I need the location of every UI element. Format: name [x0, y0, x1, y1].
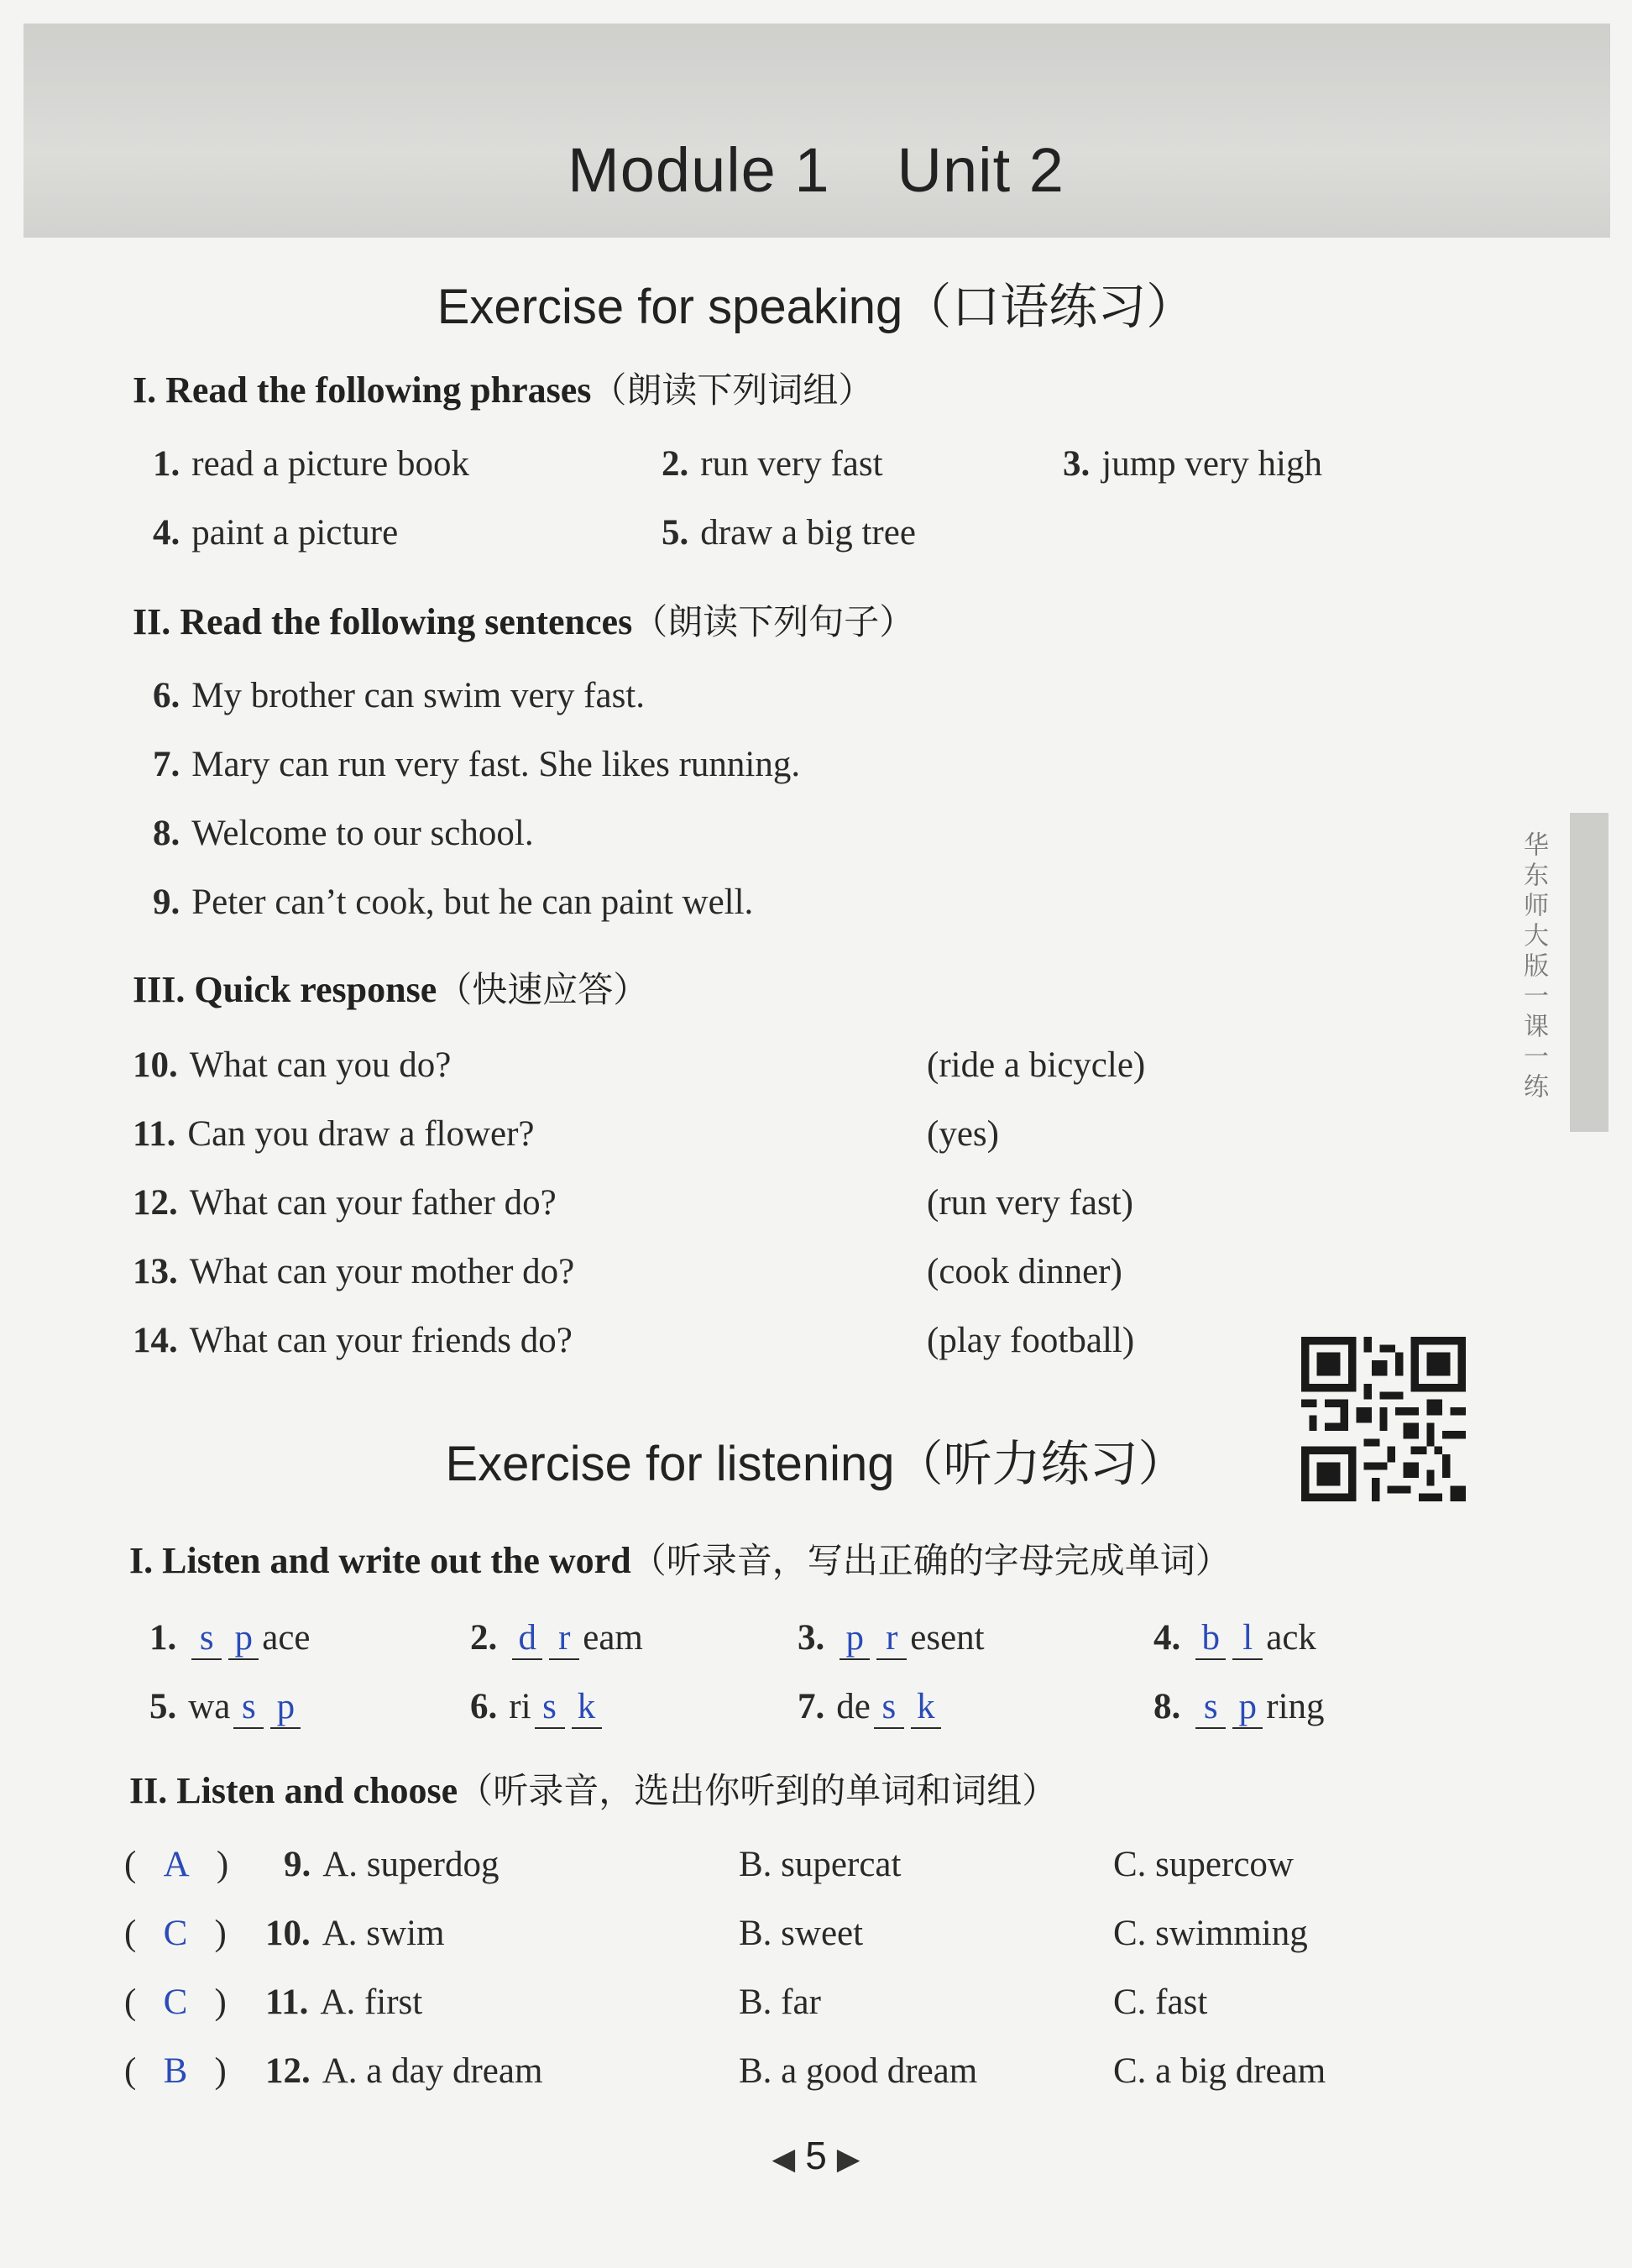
choice-question: 11. A. first [265, 1983, 423, 2022]
choice-option: C. supercow [1113, 1845, 1294, 1884]
choice-option: B. supercat [739, 1845, 902, 1884]
spelling-item: 8. s p ring [1153, 1686, 1325, 1729]
response-hint: (play football) [927, 1321, 1135, 1360]
speaking-section-title: Exercise for speaking（口语练习） [437, 280, 1195, 334]
question-item: 11. Can you draw a flower? [133, 1114, 535, 1154]
sentence-item: 7. Mary can run very fast. She likes running. [153, 745, 801, 784]
answer-paren: ( B ) [124, 2051, 227, 2091]
spelling-item: 4. b l ack [1153, 1617, 1316, 1660]
answer-blank[interactable]: k [572, 1686, 602, 1729]
unit-label: Unit 2 [897, 135, 1064, 205]
phrase-item: 5. draw a big tree [662, 513, 916, 553]
spelling-item: 6. ri s k [470, 1686, 605, 1729]
phrase-item: 4. paint a picture [153, 513, 399, 553]
choice-answer[interactable]: C [163, 1914, 188, 1953]
choice-question: 12. A. a day dream [265, 2051, 543, 2091]
module-label: Module 1 [568, 135, 830, 205]
choice-answer[interactable]: A [163, 1845, 190, 1884]
speaking-part2-heading: II. Read the following sentences（朗读下列句子） [133, 601, 915, 642]
answer-blank[interactable]: r [549, 1617, 579, 1660]
spelling-item: 3. p r esent [798, 1617, 985, 1660]
answer-paren: ( C ) [124, 1914, 227, 1953]
question-item: 13. What can your mother do? [133, 1252, 575, 1291]
choice-option: B. far [739, 1983, 821, 2022]
answer-blank[interactable]: p [228, 1617, 259, 1660]
answer-blank[interactable]: l [1232, 1617, 1263, 1660]
sentence-item: 6. My brother can swim very fast. [153, 676, 645, 715]
side-tab [1570, 813, 1608, 1132]
answer-blank[interactable]: p [840, 1617, 870, 1660]
answer-blank[interactable]: p [1232, 1686, 1263, 1729]
prev-arrow-icon: ◀ [772, 2141, 796, 2176]
question-item: 12. What can your father do? [133, 1183, 557, 1223]
answer-blank[interactable]: r [876, 1617, 907, 1660]
page-number: ◀ 5 ▶ [772, 2134, 860, 2177]
answer-blank[interactable]: s [874, 1686, 904, 1729]
question-item: 14. What can your friends do? [133, 1321, 573, 1360]
choice-answer[interactable]: B [163, 2051, 188, 2091]
question-item: 10. What can you do? [133, 1045, 452, 1085]
response-hint: (ride a bicycle) [927, 1045, 1146, 1085]
choice-question: 9. A. superdog [284, 1845, 500, 1884]
side-label: 华东师大版一课一练 [1519, 831, 1548, 1103]
phrase-item: 2. run very fast [662, 444, 883, 484]
speaking-part1-heading: I. Read the following phrases（朗读下列词组） [133, 369, 874, 411]
response-hint: (cook dinner) [927, 1252, 1122, 1291]
choice-question: 10. A. swim [265, 1914, 445, 1953]
choice-option: B. sweet [739, 1914, 864, 1953]
next-arrow-icon: ▶ [836, 2141, 860, 2176]
answer-blank[interactable]: s [191, 1617, 222, 1660]
phrase-item: 3. jump very high [1063, 444, 1322, 484]
choice-option: C. fast [1113, 1983, 1208, 2022]
answer-blank[interactable]: s [233, 1686, 264, 1729]
response-hint: (run very fast) [927, 1183, 1133, 1223]
answer-blank[interactable]: b [1195, 1617, 1226, 1660]
choice-option: C. swimming [1113, 1914, 1308, 1953]
answer-paren: ( C ) [124, 1983, 227, 2022]
phrase-item: 1. read a picture book [153, 444, 469, 484]
spelling-item: 7. de s k [798, 1686, 944, 1729]
speaking-part3-heading: III. Quick response（快速应答） [133, 969, 649, 1010]
spelling-item: 1. s p ace [149, 1617, 311, 1660]
answer-paren: ( A ) [124, 1845, 229, 1884]
page-title [0, 134, 1632, 206]
answer-blank[interactable]: s [1195, 1686, 1226, 1729]
listening-part2-heading: II. Listen and choose（听录音，选出你听到的单词和词组） [129, 1770, 1058, 1811]
answer-blank[interactable]: p [270, 1686, 301, 1729]
choice-option: B. a good dream [739, 2051, 978, 2091]
choice-answer[interactable]: C [163, 1983, 188, 2022]
sentence-item: 9. Peter can’t cook, but he can paint well. [153, 883, 754, 922]
spelling-item: 5. wa s p [149, 1686, 304, 1729]
choice-option: C. a big dream [1113, 2051, 1326, 2091]
response-hint: (yes) [927, 1114, 999, 1154]
answer-blank[interactable]: d [512, 1617, 542, 1660]
listening-part1-heading: I. Listen and write out the word（听录音，写出正确的字母完成单词） [129, 1540, 1231, 1581]
listening-section-title: Exercise for listening（听力练习） [445, 1437, 1187, 1491]
answer-blank[interactable]: k [911, 1686, 941, 1729]
spelling-item: 2. d r eam [470, 1617, 643, 1660]
answer-blank[interactable]: s [535, 1686, 565, 1729]
sentence-item: 8. Welcome to our school. [153, 814, 534, 853]
